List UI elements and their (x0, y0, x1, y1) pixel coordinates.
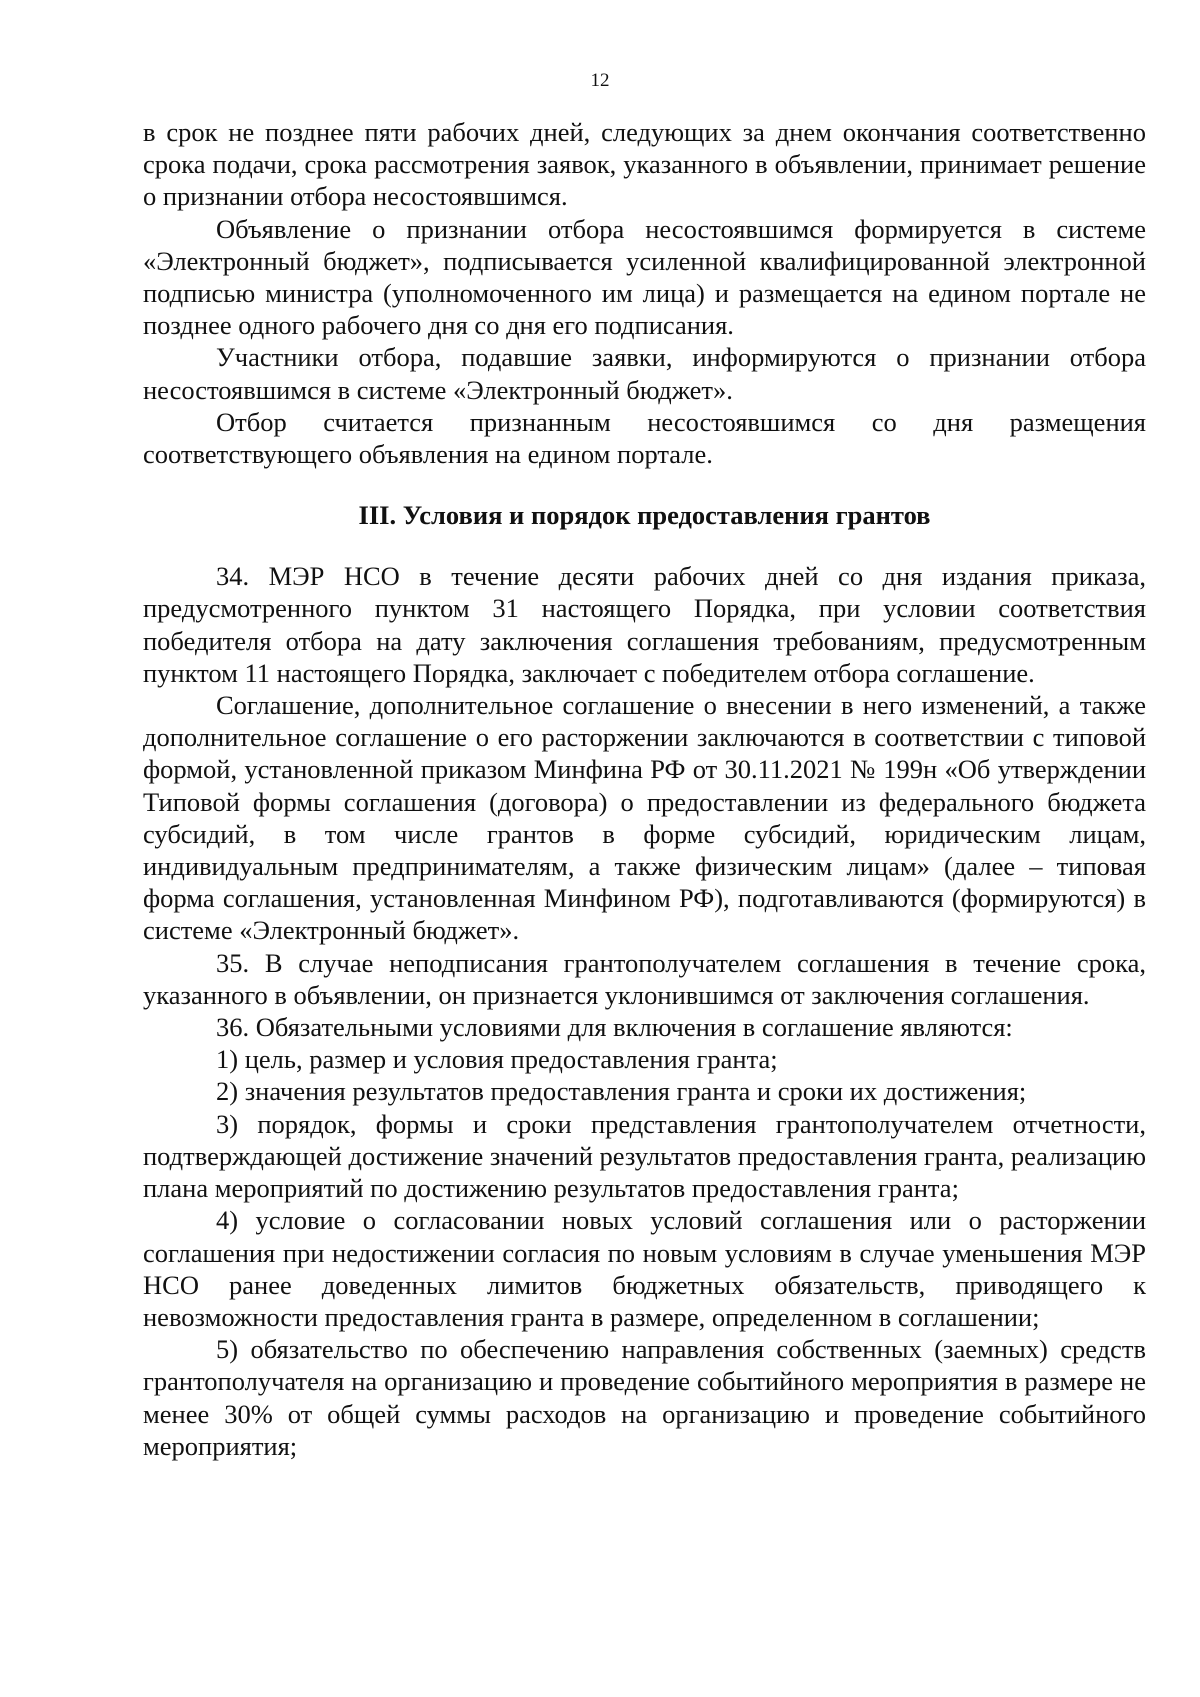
list-item: 2) значения результатов предоставления гранта и сроки их достижения; (216, 1076, 1027, 1107)
clause-36: 36. Обязательными условиями для включения в соглашение являются: (216, 1012, 1013, 1043)
paragraph: Объявление о признании отбора несостоявшимся формируется в системе «Электронный бюджет», подписывается усиленной квалифицированной электронной подписью министра (уполномоченного им лица) и размещается на едином портале не позднее одного рабочего дня со дня его подписания. (143, 213, 1146, 341)
paragraph-continuation: в срок не позднее пяти рабочих дней, следующих за днем окончания соответственно срока подачи, срока рассмотрения заявок, указанного в объявлении, принимает решение о признании отбора несостоявшимся. (143, 117, 1146, 212)
clause-35: 35. В случае неподписания грантополучателем соглашения в течение срока, указанного в объявлении, он признается уклонившимся от заключения соглашения. (143, 947, 1146, 1010)
document-body (143, 116, 1146, 1462)
paragraph: Отбор считается признанным несостоявшимся со дня размещения соответствующего объявления на едином портале. (143, 406, 1146, 470)
clause-34: 34. МЭР НСО в течение десяти рабочих дней со дня издания приказа, предусмотренного пунктом 31 настоящего Порядка, при условии соответствия победителя отбора на дату заключения соглашения требованиям, предусмотренным пунктом 11 настоящего Порядка, заключает с победителем отбора соглашение. (143, 561, 1146, 688)
page-number: 12 (590, 70, 610, 91)
list-item: 5) обязательство по обеспечению направления собственных (заемных) средств грантополучателя на организацию и проведение событийного мероприятия в размере не менее 30% от общей суммы расходов на организацию и проведение событийного мероприятия; (143, 1334, 1146, 1461)
list-item: 4) условие о согласовании новых условий соглашения или о расторжении соглашения при недостижении согласия по новым условиям в случае уменьшения МЭР НСО ранее доведенных лимитов бюджетных обязательств, приводящего к невозможности предоставления гранта в размере, определенном в соглашении; (143, 1205, 1146, 1332)
paragraph: Соглашение, дополнительное соглашение о внесении в него изменений, а также дополнительное соглашение о его расторжении заключаются в соответствии с типовой формой, установленной приказом Минфина РФ от 30.11.2021 № 199н «Об утверждении Типовой формы соглашения (договора) о предоставлении из федерального бюджета субсидий, в том числе грантов в форме субсидий, юридическим лицам, индивидуальным предпринимателям, а также физическим лицам» (далее – типовая форма соглашения, установленная Минфином РФ), подготавливаются (формируются) в системе «Электронный бюджет». (143, 690, 1146, 946)
paragraph: Участники отбора, подавшие заявки, информируются о признании отбора несостоявшимся в системе «Электронный бюджет». (143, 342, 1146, 405)
list-item: 3) порядок, формы и сроки представления грантополучателем отчетности, подтверждающей достижение значений результатов предоставления гранта, реализацию плана мероприятий по достижению результатов предоставления гранта; (143, 1108, 1146, 1204)
list-item: 1) цель, размер и условия предоставления гранта; (216, 1044, 778, 1075)
section-heading: III. Условия и порядок предоставления грантов (358, 500, 931, 531)
